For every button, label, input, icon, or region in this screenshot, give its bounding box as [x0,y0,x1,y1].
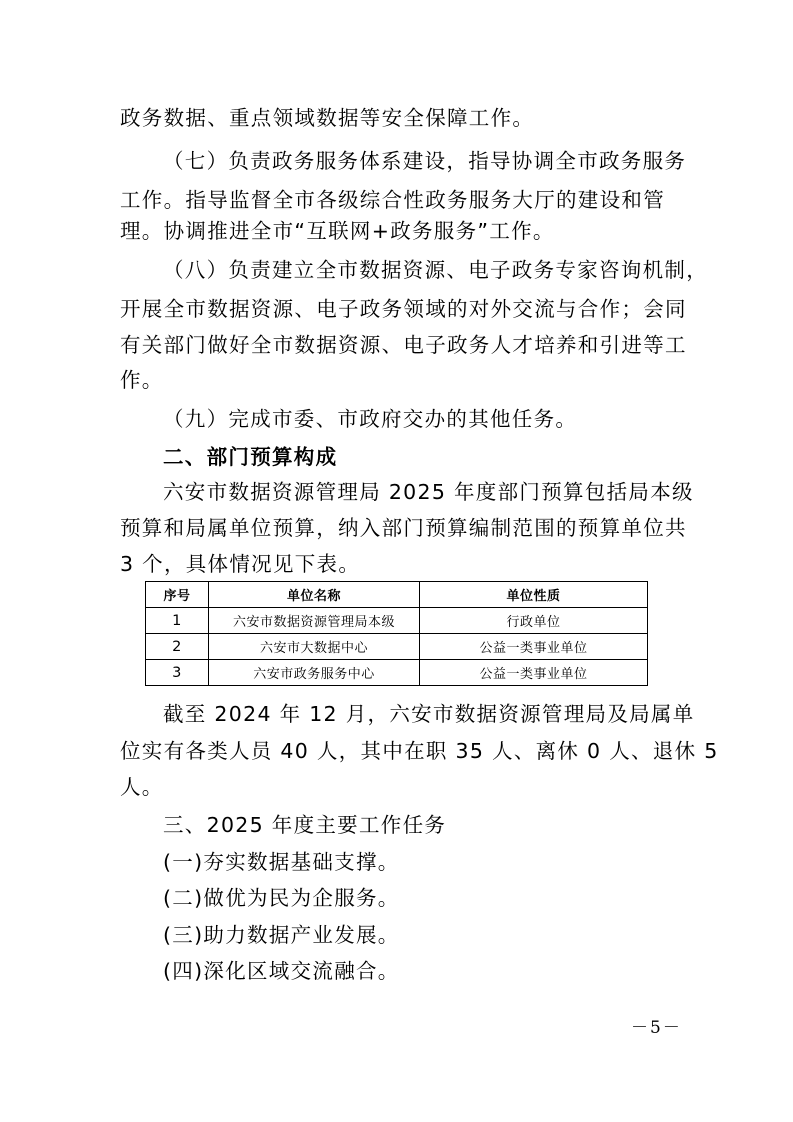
header-cell-name: 单位名称 [209,582,420,608]
header-cell-index: 序号 [146,582,209,608]
body-line: （九）完成市委、市政府交办的其他任务。 [163,407,578,431]
body-line: 位实有各类人员 40 人，其中在职 35 人、离休 0 人、退休 5 [120,739,719,763]
table-row [146,660,648,686]
body-line: 作。 [120,368,164,392]
table-header-row [146,582,648,608]
page-number: －5－ [631,1018,682,1038]
body-line: 工作。指导监督全市各级综合性政务服务大厅的建设和管 [120,188,665,212]
row-unit-name: 六安市政务服务中心 [209,660,420,686]
body-line: 理。协调推进全市“互联网+政务服务”工作。 [120,219,555,243]
row-unit-type: 公益一类事业单位 [420,634,648,660]
table-row [146,634,648,660]
task-item: (三)助力数据产业发展。 [163,923,400,947]
body-line: 有关部门做好全市数据资源、电子政务人才培养和引进等工 [120,333,687,357]
row-unit-name: 六安市数据资源管理局本级 [209,608,420,634]
body-line: 开展全市数据资源、电子政务领域的对外交流与合作；会同 [120,297,687,321]
row-index: 3 [146,660,209,686]
row-unit-type: 公益一类事业单位 [420,660,648,686]
body-line: 人。 [120,775,164,799]
body-line: 3 个，具体情况见下表。 [120,552,361,576]
task-item: (四)深化区域交流融合。 [163,959,400,983]
task-item: (一)夯实数据基础支撑。 [163,850,400,874]
row-unit-type: 行政单位 [420,608,648,634]
task-item: (二)做优为民为企服务。 [163,886,400,910]
body-line: 预算和局属单位预算，纳入部门预算编制范围的预算单位共 [120,516,687,540]
section-heading: 三、2025 年度主要工作任务 [163,813,447,837]
body-line: 截至 2024 年 12 月，六安市数据资源管理局及局属单 [163,702,695,726]
header-cell-type: 单位性质 [420,582,648,608]
budget-units-table [145,581,648,686]
table-row [146,608,648,634]
body-line: （七）负责政务服务体系建设，指导协调全市政务服务 [163,149,687,173]
row-unit-name: 六安市大数据中心 [209,634,420,660]
body-line: （八）负责建立全市数据资源、电子政务专家咨询机制， [163,258,708,282]
row-index: 1 [146,608,209,634]
body-line: 政务数据、重点领域数据等安全保障工作。 [120,106,535,130]
row-index: 2 [146,634,209,660]
body-line: 六安市数据资源管理局 2025 年度部门预算包括局本级 [163,480,694,504]
section-heading: 二、部门预算构成 [163,445,338,469]
